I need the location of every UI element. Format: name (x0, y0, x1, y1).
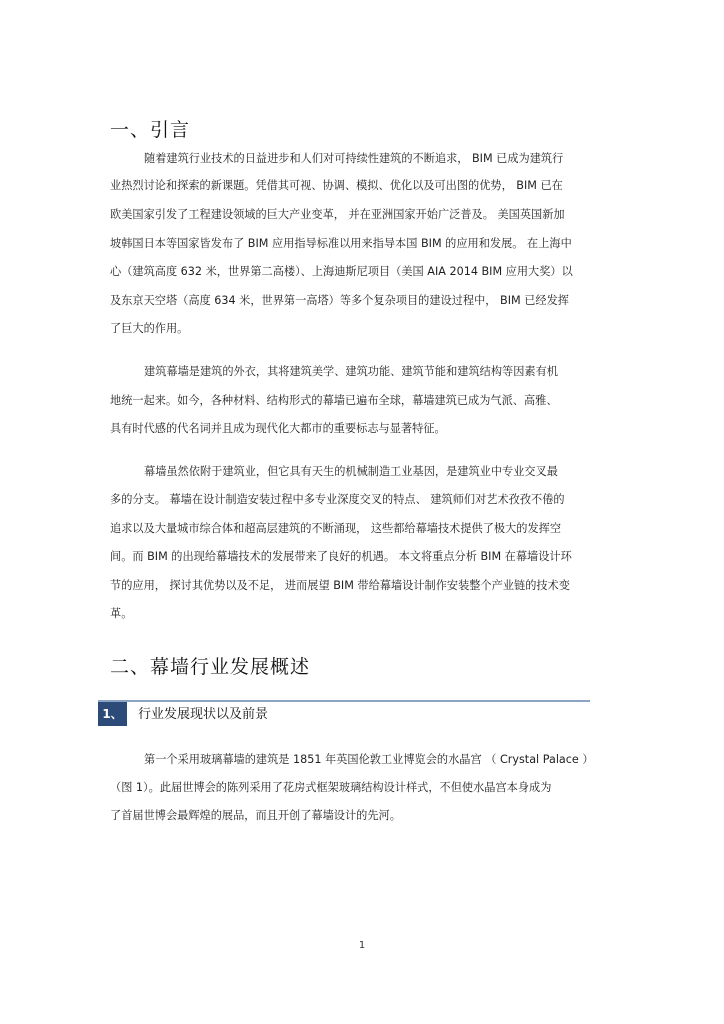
paragraph-line: 间。而 BIM 的出现给幕墙技术的发展带来了良好的机遇。 本文将重点分析 BIM 在幕墙设计环 (110, 550, 572, 563)
paragraph-line: 随着建筑行业技术的日益进步和人们对可持续性建筑的不断追求， BIM 已成为建筑行 (144, 152, 564, 165)
paragraph-line: 了首届世博会最辉煌的展品，而且开创了幕墙设计的先河。 (110, 809, 401, 822)
paragraph-line: 多的分支。 幕墙在设计制造安装过程中多专业深度交叉的特点、 建筑师们对艺术孜孜不倦的 (110, 493, 565, 506)
paragraph-line: 具有时代感的代名词并且成为现代化大都市的重要标志与显著特征。 (110, 422, 446, 435)
section-2-heading: 二、幕墙行业发展概述 (110, 656, 311, 678)
paragraph-line: 了巨大的作用。 (110, 322, 189, 335)
heading-rule (98, 700, 590, 702)
subsection-heading (98, 700, 590, 726)
paragraph-line: （图 1）。此届世博会的陈列采用了花房式框架玻璃结构设计样式，不但使水晶宫本身成为 (110, 781, 552, 794)
paragraph-line: 欧美国家引发了工程建设领域的巨大产业变革， 并在亚洲国家开始广泛普及。 美国英国新加 (110, 208, 565, 221)
paragraph-line: 坡韩国日本等国家皆发布了 BIM 应用指导标准以用来指导本国 BIM 的应用和发展。 在上海中 (110, 237, 572, 250)
page-number: 1 (358, 940, 366, 951)
subsection-title: 行业发展现状以及前景 (138, 707, 269, 722)
paragraph-line: 心（建筑高度 632 米，世界第二高楼）、上海迪斯尼项目（美国 AIA 2014 BIM 应用大奖）以 (110, 265, 573, 278)
paragraph-line: 幕墙虽然依附于建筑业，但它具有天生的机械制造工业基因，是建筑业中专业交叉最 (144, 465, 558, 478)
paragraph-line: 地统一起来。如今，各种材料、结构形式的幕墙已遍布全球，幕墙建筑已成为气派、高雅、 (110, 394, 558, 407)
paragraph-line: 及东京天空塔（高度 634 米，世界第一高塔）等多个复杂项目的建设过程中， BIM 已经发挥 (110, 294, 569, 307)
subsection-number: 1、 (98, 702, 127, 726)
paragraph-line: 节的应用， 探讨其优势以及不足， 进而展望 BIM 带给幕墙设计制作安装整个产业链的技术变 (110, 579, 570, 592)
section-1-heading: 一、引言 (110, 119, 191, 141)
paragraph-line: 业热烈讨论和探索的新课题。凭借其可视、协调、模拟、优化以及可出图的优势， BIM 已在 (110, 179, 563, 192)
paragraph-line: 建筑幕墙是建筑的外衣，其将建筑美学、建筑功能、建筑节能和建筑结构等因素有机 (144, 365, 558, 378)
paragraph-line: 第一个采用玻璃幕墙的建筑是 1851 年英国伦敦工业博览会的水晶宫 （ Crystal Palace ） (144, 753, 594, 766)
paragraph-line: 追求以及大量城市综合体和超高层建筑的不断涌现， 这些都给幕墙技术提供了极大的发挥空 (110, 522, 562, 535)
paragraph-line: 革。 (110, 607, 133, 620)
